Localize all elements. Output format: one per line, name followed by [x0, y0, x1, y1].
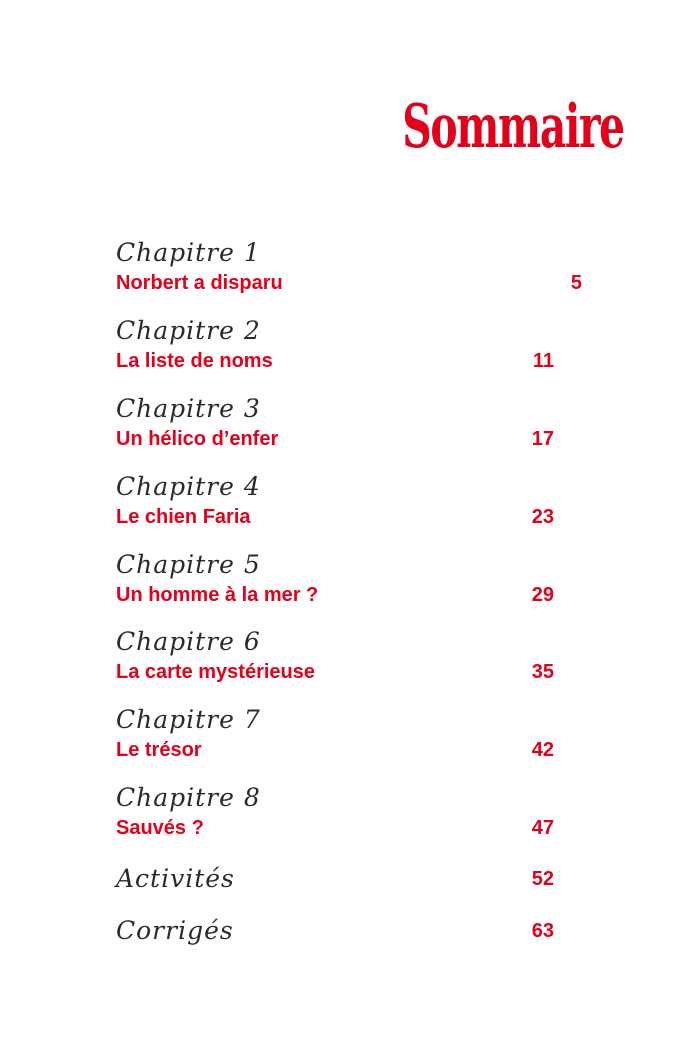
- section-page-number: 63: [531, 920, 554, 942]
- chapter-label: Chapitre 6: [116, 627, 261, 656]
- chapter-title: Sauvés ?: [116, 817, 204, 839]
- chapter-title: Le chien Faria: [116, 506, 251, 528]
- chapter-page-number: 29: [531, 584, 554, 606]
- chapter-title: La liste de noms: [116, 350, 273, 372]
- chapter-page-number: 42: [531, 739, 554, 761]
- chapter-page-number: 47: [531, 817, 554, 839]
- chapter-label: Chapitre 4: [116, 472, 261, 501]
- chapter-title: Le trésor: [116, 739, 202, 761]
- chapter-label: Chapitre 1: [116, 238, 261, 267]
- chapter-page-number: 17: [531, 428, 554, 450]
- chapter-label: Chapitre 7: [116, 705, 261, 734]
- chapter-page-number: 5: [570, 272, 582, 294]
- chapter-page-number: 11: [532, 350, 554, 372]
- section-label: Activités: [116, 864, 235, 893]
- chapter-title: Un hélico d’enfer: [116, 428, 279, 450]
- page-title: Sommaire: [402, 92, 624, 162]
- section-page-number: 52: [531, 868, 554, 890]
- chapter-title: Norbert a disparu: [116, 272, 283, 294]
- chapter-page-number: 35: [531, 661, 554, 683]
- chapter-title: La carte mystérieuse: [116, 661, 316, 683]
- chapter-page-number: 23: [531, 506, 554, 528]
- chapter-title: Un homme à la mer ?: [116, 584, 319, 606]
- chapter-label: Chapitre 5: [116, 550, 261, 579]
- section-label: Corrigés: [116, 916, 234, 945]
- chapter-label: Chapitre 3: [116, 394, 261, 423]
- chapter-label: Chapitre 8: [116, 783, 261, 812]
- chapter-label: Chapitre 2: [116, 316, 261, 345]
